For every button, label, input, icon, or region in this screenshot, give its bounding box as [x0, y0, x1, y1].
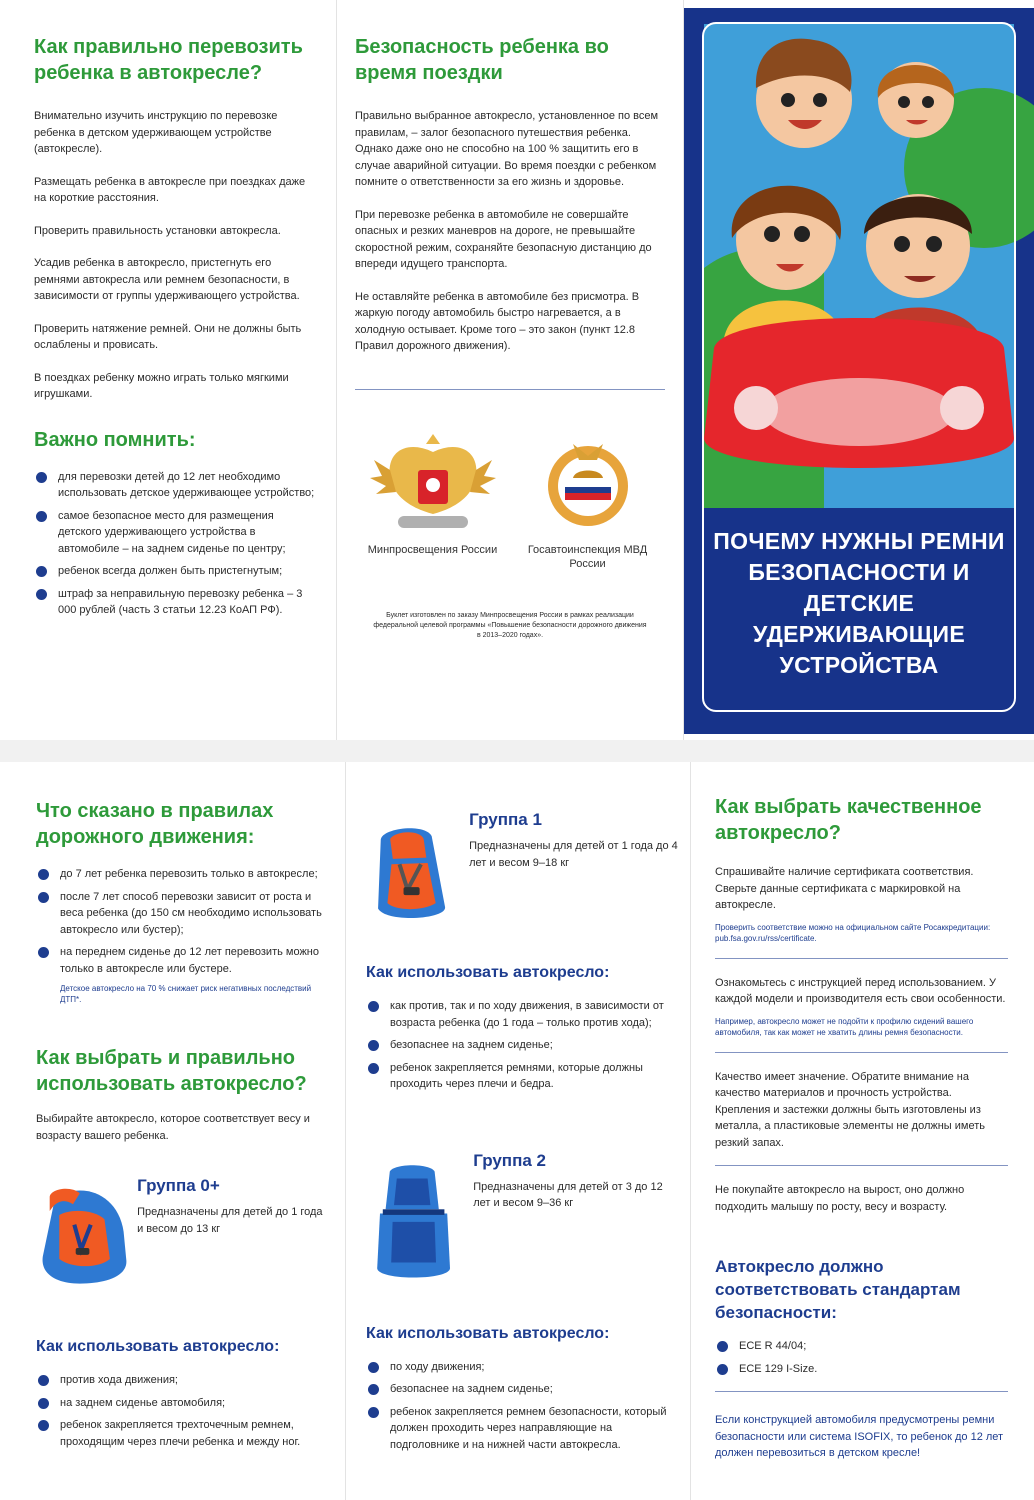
- group-1-info: [469, 798, 678, 871]
- group-title: Группа 2: [473, 1150, 546, 1170]
- traffic-police-emblem-icon: [523, 430, 653, 538]
- emblem-ministry: [368, 430, 498, 571]
- standards-list: [715, 1338, 1008, 1377]
- divider: [715, 958, 1008, 959]
- booster-car-seat-icon: [366, 1139, 461, 1309]
- panel-quality-seat: [691, 762, 1034, 1500]
- panel-child-safety: [337, 0, 683, 740]
- toddler-car-seat-icon: [366, 798, 457, 948]
- group-0-info: [137, 1160, 323, 1237]
- list-item: на переднем сиденье до 12 лет перевозить можно только в автокресле или бустере.: [36, 944, 323, 977]
- cover-title: ПОЧЕМУ НУЖНЫ РЕМНИ БЕЗОПАСНОСТИ И ДЕТСКИЕ УДЕРЖИВАЮЩИЕ УСТРОЙСТВА: [713, 528, 1005, 678]
- panel-title: Как выбрать качественное автокресло?: [715, 796, 982, 844]
- list-item: против хода движения;: [36, 1372, 323, 1389]
- usage-list: [366, 998, 678, 1093]
- cover-panel: [684, 8, 1034, 734]
- usage-list: [366, 1359, 678, 1454]
- rules-list: [36, 866, 323, 977]
- group-description: Предназначены для детей от 3 до 12 лет и весом 9–36 кг: [473, 1180, 663, 1209]
- emblem-caption: Минпросвещения России: [367, 543, 498, 556]
- important-list: [34, 469, 316, 619]
- group-2-info: [473, 1139, 678, 1212]
- final-note: Если конструкцией автомобиля предусмотрены ремни безопасности или система ISOFIX, то ребенок до 12 лет должен перевозиться в детском кресле!: [715, 1414, 1004, 1459]
- double-eagle-emblem-icon: [368, 430, 498, 538]
- list-item: штраф за неправильную перевозку ребенка – 3 000 рублей (часть 3 статьи 12.23 КоАП РФ).: [34, 586, 316, 619]
- rules-note: Детское автокресло на 70 % снижает риск негативных последствий ДТП*.: [60, 984, 312, 1004]
- divider: [715, 1052, 1008, 1053]
- panel-title: Что сказано в правилах дорожного движения:: [36, 800, 274, 848]
- standards-title: Автокресло должно соответствовать стандартам безопасности:: [715, 1257, 961, 1322]
- note: Например, автокресло может не подойти к профилю сидений вашего автомобиля, так как может не хватить длины ремня безопасности.: [715, 1016, 974, 1037]
- infant-car-seat-icon: [36, 1160, 129, 1310]
- booklet-outer-side: [0, 0, 1034, 740]
- paragraph: Качество имеет значение. Обратите внимание на качество материалов и прочность устройства. Крепления и застежки должны быть изготовлены из металла, а пластиковые элементы не должны иметь резкий запах.: [715, 1070, 985, 1149]
- list-item: до 7 лет ребенка перевозить только в автокресле;: [36, 866, 323, 883]
- paragraph: Усадив ребенка в автокресло, пристегнуть его ремнями автокресла или ремнем безопасности, в зависимости от группы удерживающего устройства.: [34, 257, 300, 302]
- paragraph: Спрашивайте наличие сертификата соответствия. Сверьте данные сертификата с маркировкой на автокресле.: [715, 866, 974, 911]
- list-item: ребенок закрепляется ремнем безопасности, который должен проходить через направляющие на подголовнике и на нижней части автокресла.: [366, 1404, 678, 1454]
- panel-title: Как правильно перевозить ребенка в автокресле?: [34, 36, 303, 84]
- important-title: Важно помнить:: [34, 428, 196, 451]
- group-description: Предназначены для детей от 1 года до 4 лет и весом 9–18 кг: [469, 840, 678, 869]
- section-title: Как выбрать и правильно использовать автокресло?: [36, 1047, 307, 1095]
- divider: [715, 1391, 1008, 1392]
- panel-traffic-rules: [0, 762, 345, 1500]
- list-item: ребенок всегда должен быть пристегнутым;: [34, 563, 316, 580]
- list-item: по ходу движения;: [366, 1359, 678, 1376]
- usage-title: Как использовать автокресло:: [36, 1338, 280, 1355]
- list-item: на заднем сиденье автомобиля;: [36, 1395, 323, 1412]
- paragraph: Размещать ребенка в автокресле при поездках даже на короткие расстояния.: [34, 175, 306, 204]
- paragraph: В поездках ребенку можно играть только мягкими игрушками.: [34, 371, 289, 400]
- usage-title: Как использовать автокресло:: [366, 1324, 610, 1342]
- emblems: [355, 430, 665, 571]
- panel-title: Безопасность ребенка во время поездки: [355, 36, 609, 84]
- group-1-block: [366, 798, 678, 948]
- usage-list: [36, 1372, 323, 1450]
- note: Проверить соответствие можно на официальном сайте Росаккредитации: pub.fsa.gov.ru/rss/certificate.: [715, 922, 991, 943]
- panel-how-to-transport: [0, 0, 336, 740]
- paragraph: Внимательно изучить инструкцию по перевозке ребенка в детском удерживающем устройстве (автокресле).: [34, 110, 278, 155]
- paragraph: Правильно выбранное автокресло, установленное по всем правилам, – залог безопасного путешествия ребенка. Однако даже оно не способно на 100 % защитить его в случае аварийной ситуации. Во время поездки с ребенком помните о ответственности за его жизнь и здоровье.: [355, 110, 659, 188]
- paragraph: Проверить натяжение ремней. Они не должны быть ослаблены и провисать.: [34, 322, 302, 351]
- usage-title: Как использовать автокресло:: [366, 964, 610, 981]
- paragraph: Выбирайте автокресло, которое соответствует весу и возрасту вашего ребенка.: [36, 1113, 310, 1142]
- list-item: безопаснее на заднем сиденье;: [366, 1037, 678, 1054]
- panel-seat-groups: [346, 762, 690, 1500]
- list-item: после 7 лет способ перевозки зависит от роста и веса ребенка (до 150 см необходимо использовать автокресло или бустер);: [36, 889, 323, 939]
- group-0-block: [36, 1160, 323, 1310]
- group-title: Группа 1: [469, 810, 542, 829]
- list-item: ECE 129 I-Size.: [715, 1361, 1008, 1378]
- group-description: Предназначены для детей до 1 года и весом до 13 кг: [137, 1206, 323, 1235]
- paragraph: Ознакомьтесь с инструкцией перед использованием. У каждой модели и производителя есть свои особенности.: [715, 976, 1006, 1005]
- divider: [355, 389, 665, 390]
- list-item: ребенок закрепляется трехточечным ремнем, проходящим через плечи ребенка и между ног.: [36, 1417, 323, 1450]
- list-item: безопаснее на заднем сиденье;: [366, 1381, 678, 1398]
- group-2-block: [366, 1139, 678, 1309]
- list-item: для перевозки детей до 12 лет необходимо использовать детское удерживающее устройство;: [34, 469, 316, 502]
- paragraph: При перевозке ребенка в автомобиле не совершайте опасных и резких маневров на дороге, не превышайте скоростной режим, сохраняйте безопасную дистанцию до впереди идущего транспорта.: [355, 208, 652, 270]
- list-item: как против, так и по ходу движения, в зависимости от возраста ребенка (до 1 года – только против хода);: [366, 998, 678, 1031]
- list-item: ребенок закрепляется ремнями, которые должны проходить через плечи и бедра.: [366, 1060, 678, 1093]
- paragraph: Не покупайте автокресло на вырост, оно должно подходить малышу по росту, весу и возрасту.: [715, 1184, 965, 1213]
- group-title: Группа 0+: [137, 1176, 220, 1195]
- emblem-caption: Госавтоинспекция МВД России: [527, 543, 648, 570]
- divider: [715, 1165, 1008, 1166]
- paragraph: Проверить правильность установки автокресла.: [34, 224, 281, 237]
- emblem-traffic-police: [523, 430, 653, 571]
- list-item: самое безопасное место для размещения детского удерживающего устройства в автомобиле – на заднем сиденье по центру;: [34, 508, 316, 558]
- booklet-inner-side: [0, 762, 1034, 1500]
- booklet-footer-note: Буклет изготовлен по заказу Минпросвещения России в рамках реализации федеральной целевой программы «Повышение безопасности дорожного движения в 2013–2020 годах».: [373, 611, 647, 639]
- paragraph: Не оставляйте ребенка в автомобиле без присмотра. В жаркую погоду автомобиль быстро нагревается, а в холодную остывает. Кроме того – это закон (пункт 12.8 Правил дорожного движения).: [355, 290, 640, 352]
- list-item: ECE R 44/04;: [715, 1338, 1008, 1355]
